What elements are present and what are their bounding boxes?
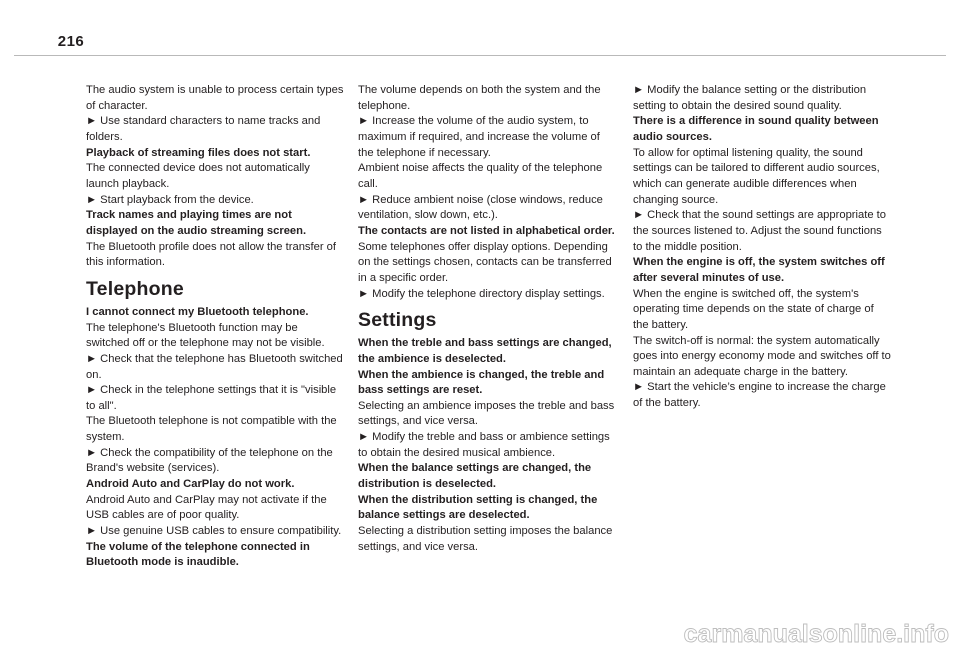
body-paragraph: The volume depends on both the system and the telephone. [358, 84, 601, 112]
body-paragraph: Ambient noise affects the quality of the telephone call. [358, 162, 603, 190]
body-paragraph: The switch-off is normal: the system automatically goes into energy economy mode and switches off to maintain an adequate charge in the battery. [633, 334, 891, 378]
body-paragraph: ► Check that the sound settings are appropriate to the sources listened to. Adjust the sound functions to the middle position. [633, 209, 886, 253]
question-heading: When the engine is off, the system switches off after several minutes of use. [633, 256, 885, 284]
section-heading: Settings [358, 309, 437, 332]
body-paragraph: ► Start playback from the device. [86, 193, 254, 206]
body-paragraph: Selecting an ambience imposes the treble and bass settings, and vice versa. [358, 399, 615, 428]
header-divider [14, 55, 946, 56]
question-heading: When the ambience is changed, the treble and bass settings are reset. [358, 368, 605, 397]
body-paragraph: ► Increase the volume of the audio system, to maximum if required, and increase the volume of the telephone if necessary. [358, 115, 600, 159]
body-paragraph: ► Modify the treble and bass or ambience settings to obtain the desired musical ambience. [358, 431, 610, 459]
body-paragraph: Selecting a distribution setting imposes the balance settings, and vice versa. [358, 525, 613, 553]
body-paragraph: The audio system is unable to process certain types of character. [86, 84, 344, 112]
body-paragraph: ► Use standard characters to name tracks and folders. [86, 115, 321, 143]
body-paragraph: ► Check in the telephone settings that it is "visible to all". [86, 384, 337, 412]
svg-text:carmanualsonline.info: carmanualsonline.info [683, 620, 949, 648]
body-paragraph: When the engine is switched off, the system's operating time depends on the state of charge of the battery. [633, 287, 874, 331]
text-column-right [633, 83, 891, 412]
question-heading: Track names and playing times are not displayed on the audio streaming screen. [86, 209, 307, 237]
question-heading: When the treble and bass settings are changed, the ambience is deselected. [358, 337, 612, 365]
body-paragraph: ► Use genuine USB cables to ensure compatibility. [86, 525, 342, 538]
question-heading: There is a difference in sound quality between audio sources. [633, 115, 879, 143]
body-paragraph: Android Auto and CarPlay may not activate if the USB cables are of poor quality. [86, 493, 327, 522]
body-paragraph: ► Start the vehicle’s engine to increase the charge of the battery. [633, 381, 886, 410]
body-paragraph: ► Check that the telephone has Bluetooth switched on. [86, 352, 343, 381]
body-paragraph: ► Check the compatibility of the telephone on the Brand's website (services). [86, 446, 333, 475]
body-paragraph: The telephone's Bluetooth function may be switched off or the telephone may not be visible. [86, 321, 325, 350]
body-paragraph: Some telephones offer display options. Depending on the settings chosen, contacts can be transferred in a specific order. [358, 240, 612, 284]
body-paragraph: To allow for optimal listening quality, the sound settings can be tailored to different audio sources, which can generate audible differences when changing source. [633, 146, 880, 206]
watermark-logo [633, 620, 951, 648]
question-heading: Playback of streaming files does not start. [86, 146, 311, 159]
body-paragraph: The connected device does not automatically launch playback. [86, 162, 310, 190]
question-heading: The volume of the telephone connected in Bluetooth mode is inaudible. [86, 540, 310, 569]
question-heading: I cannot connect my Bluetooth telephone. [86, 305, 309, 318]
question-heading: The contacts are not listed in alphabetical order. [358, 224, 615, 237]
body-paragraph: ► Reduce ambient noise (close windows, reduce ventilation, slow down, etc.). [358, 193, 603, 222]
body-paragraph: The Bluetooth telephone is not compatible with the system. [86, 415, 337, 444]
body-paragraph: ► Modify the telephone directory display settings. [358, 287, 605, 300]
section-heading: Telephone [86, 277, 184, 300]
text-column-middle [358, 83, 616, 555]
question-heading: When the balance settings are changed, the distribution is deselected. [358, 462, 592, 491]
body-paragraph: ► Modify the balance setting or the distribution setting to obtain the desired sound quality. [633, 84, 867, 112]
question-heading: Android Auto and CarPlay do not work. [86, 478, 295, 491]
body-paragraph: The Bluetooth profile does not allow the transfer of this information. [86, 240, 337, 269]
page-number: 216 [57, 33, 85, 50]
question-heading: When the distribution setting is changed, the balance settings are deselected. [358, 493, 598, 522]
text-column-left [86, 83, 344, 571]
